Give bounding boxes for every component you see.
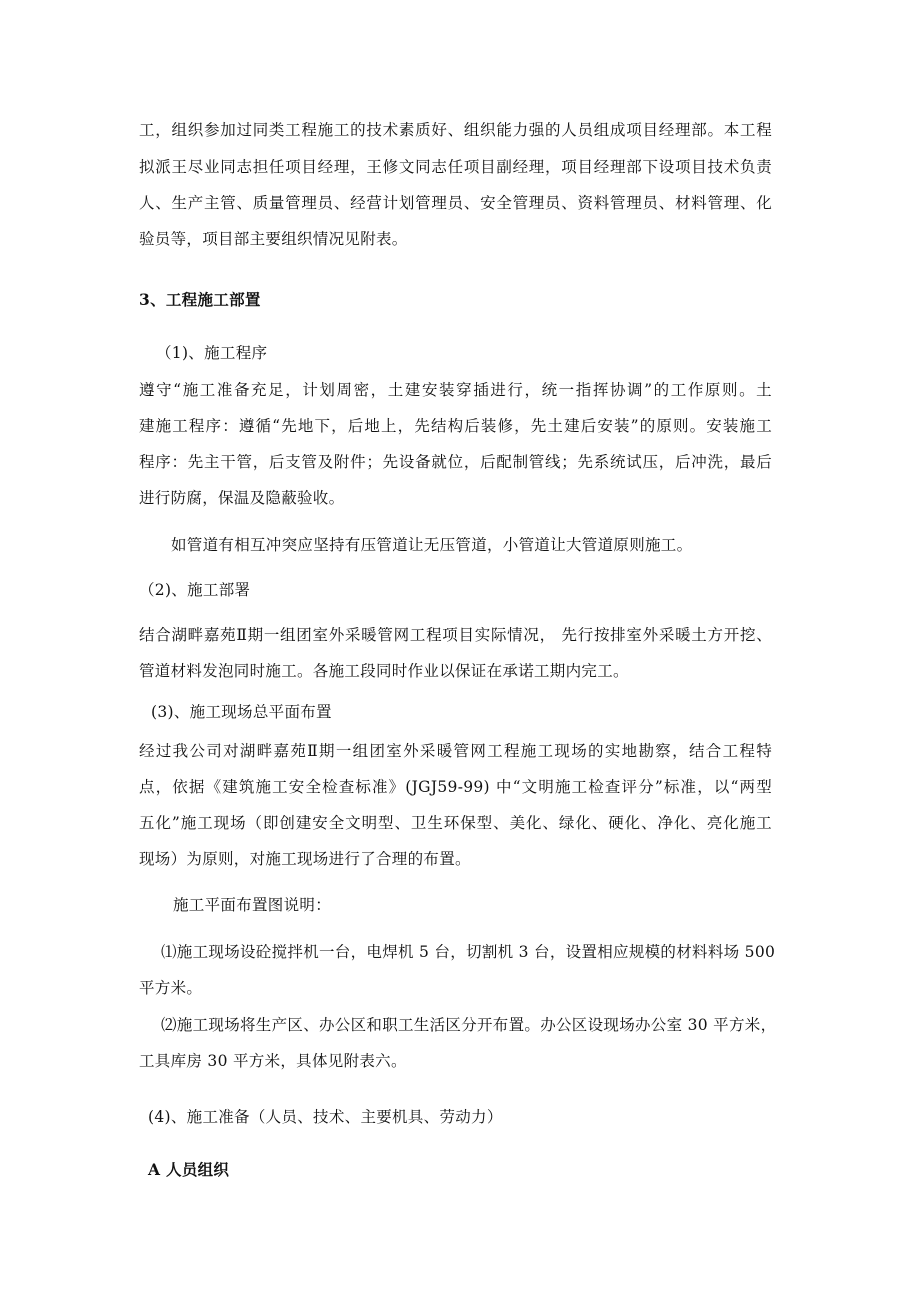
sub3-line-1: 经过我公司对湖畔嘉苑Ⅱ期一组团室外采暖管网工程施工现场的实地勘察，结合工程特 <box>139 742 772 760</box>
intro-line-4: 验员等，项目部主要组织情况见附表。 <box>139 230 408 248</box>
sub1-note: 如管道有相互冲突应坚持有压管道让无压管道，小管道让大管道原则施工。 <box>171 536 693 554</box>
intro-line-1: 工，组织参加过同类工程施工的技术素质好、组织能力强的人员组成项目经理部。本工程 <box>139 121 772 139</box>
sub3-line-3: 五化”施工现场（即创建安全文明型、卫生环保型、美化、绿化、硬化、净化、亮化施工 <box>139 814 772 832</box>
item-1-line-2: 平方米。 <box>139 979 203 997</box>
sub1-line-2: 建施工程序：遵循“先地下，后地上，先结构后装修，先土建后安装”的原则。安装施工 <box>139 417 772 435</box>
subsection-1-title: （1)、施工程序 <box>156 344 268 362</box>
section-3-title: 3、工程施工部置 <box>139 290 261 309</box>
item-2-line-1: ⑵施工现场将生产区、办公区和职工生活区分开布置。办公区设现场办公室 30 平方米， <box>161 1016 777 1034</box>
intro-line-3: 人、生产主管、质量管理员、经营计划管理员、安全管理员、资料管理员、材料管理、化 <box>139 194 772 212</box>
subsection-3-title: (3)、施工现场总平面布置 <box>151 703 332 721</box>
subsection-4-title: (4)、施工准备（人员、技术、主要机具、劳动力） <box>148 1108 503 1126</box>
sub3-line-4: 现场）为原则，对施工现场进行了合理的布置。 <box>139 850 471 868</box>
sub2-line-1: 结合湖畔嘉苑Ⅱ期一组团室外采暖管网工程项目实际情况， 先行按排室外采暖土方开挖、 <box>139 626 772 644</box>
intro-line-2: 拟派王尽业同志担任项目经理，王修文同志任项目副经理，项目经理部下设项目技术负责 <box>139 158 772 176</box>
section-a-title: A 人员组织 <box>148 1160 230 1179</box>
sub3-line-2: 点，依据《建筑施工安全检查标准》(JGJ59-99) 中“文明施工检查评分”标准，以“两型 <box>139 778 772 796</box>
sub1-line-3: 程序：先主干管，后支管及附件；先设备就位，后配制管线；先系统试压，后冲洗，最后 <box>139 453 772 471</box>
sub1-line-4: 进行防腐，保温及隐蔽验收。 <box>139 489 345 507</box>
subsection-2-title: （2)、施工部署 <box>139 581 251 599</box>
item-1-line-1: ⑴施工现场设砼搅拌机一台，电焊机 5 台，切割机 3 台，设置相应规模的材料料场 500 <box>161 943 776 961</box>
sub1-line-1: 遵守“施工准备充足，计划周密，土建安装穿插进行，统一指挥协调”的工作原则。土 <box>139 381 772 399</box>
sub2-line-2: 管道材料发泡同时施工。各施工段同时作业以保证在承诺工期内完工。 <box>139 662 629 680</box>
layout-note-title: 施工平面布置图说明： <box>173 896 332 914</box>
item-2-line-2: 工具库房 30 平方米，具体见附表六。 <box>139 1052 407 1070</box>
